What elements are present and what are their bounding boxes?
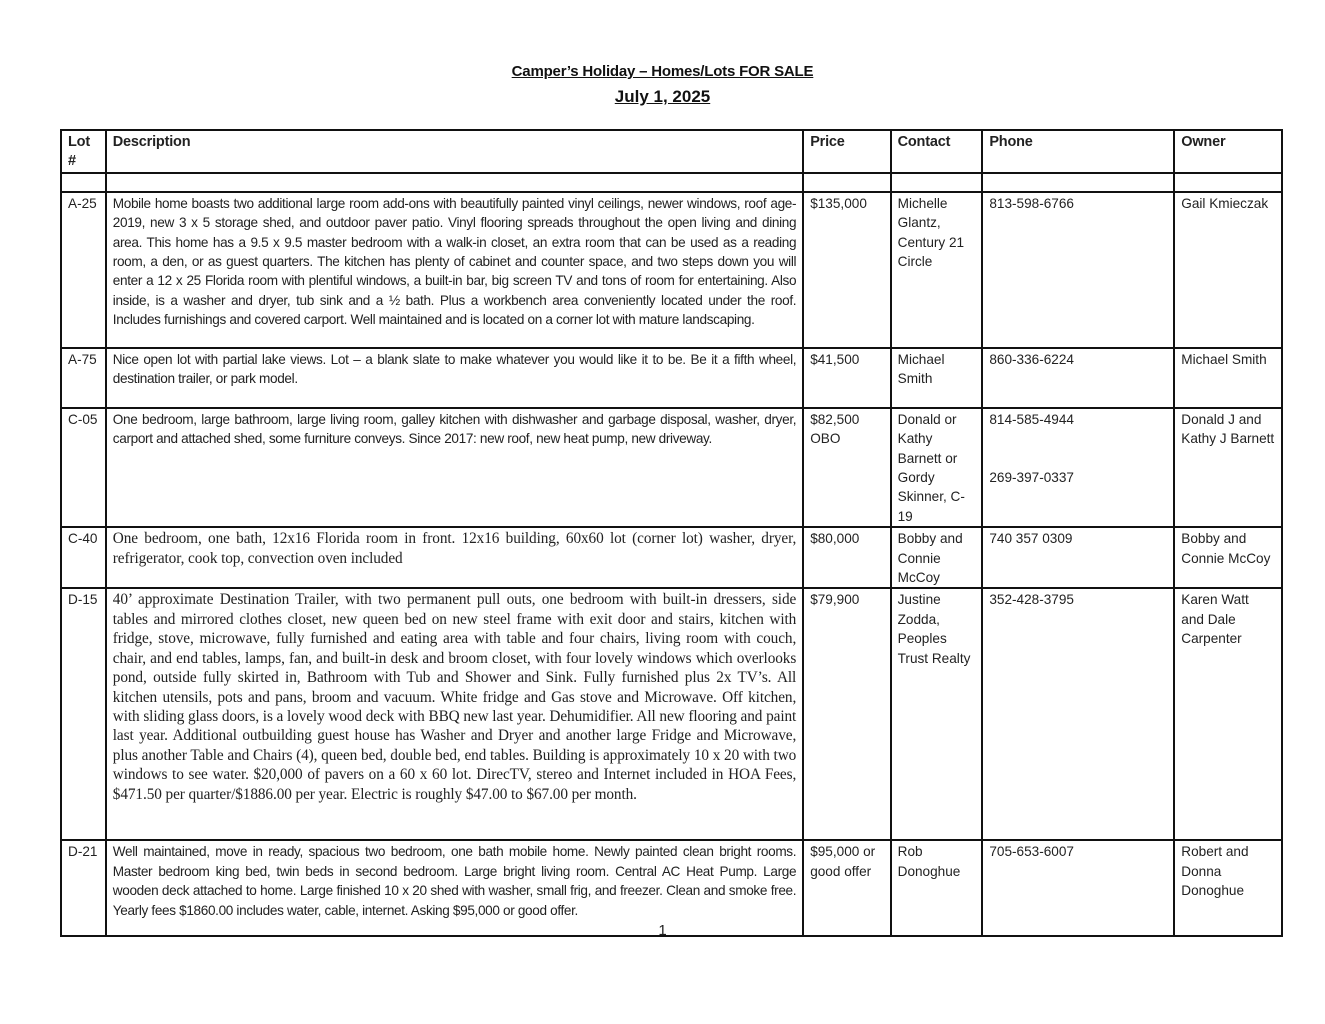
contact: Bobby and Connie McCoy — [891, 527, 983, 588]
phone-primary: 813-598-6766 — [989, 195, 1074, 211]
phone — [982, 588, 1174, 840]
contact: Michael Smith — [891, 348, 983, 408]
table-row — [61, 527, 1282, 588]
blank-cell — [982, 173, 1174, 192]
phone-primary: 814-585-4944 — [989, 411, 1074, 427]
description: One bedroom, large bathroom, large living room, galley kitchen with dishwasher and garbage disposal, washer, dryer, carport and attached shed, some furniture conveys. Since 2017: new roof, new heat pump, new driveway. — [106, 408, 803, 527]
price: $41,500 — [803, 348, 890, 408]
owner: Karen Watt and Dale Carpenter — [1174, 588, 1282, 840]
owner: Bobby and Connie McCoy — [1174, 527, 1282, 588]
description: One bedroom, one bath, 12x16 Florida room in front. 12x16 building, 60x60 lot (corner lot) washer, dryer, refrigerator, cook top, convection oven included — [106, 527, 803, 588]
document-date: July 1, 2025 — [614, 87, 711, 106]
lot-number: C-40 — [61, 527, 106, 588]
description: Nice open lot with partial lake views. Lot – a blank slate to make whatever you would like it to be. Be it a fifth wheel, destination trailer, or park model. — [106, 348, 803, 408]
phone-primary: 352-428-3795 — [989, 592, 1074, 608]
header-description: Description — [106, 130, 803, 173]
header-contact: Contact — [891, 130, 983, 173]
blank-cell — [891, 173, 983, 192]
price: $79,900 — [803, 588, 890, 840]
lot-number: A-75 — [61, 348, 106, 408]
phone-primary: 705-653-6007 — [989, 844, 1074, 860]
phone — [982, 527, 1174, 588]
blank-cell — [1174, 173, 1282, 192]
phone — [982, 192, 1174, 348]
blank-row — [61, 173, 1282, 192]
lot-number: D-21 — [61, 840, 106, 936]
contact: Michelle Glantz, Century 21 Circle — [891, 192, 983, 348]
price: $82,500 OBO — [803, 408, 890, 527]
description: 40’ approximate Destination Trailer, with two permanent pull outs, one bedroom with built-in dressers, side tables and mirrored clothes closet, new queen bed on new steel frame with exit door and stairs, kitchen with fridge, stove, microwave, fully furnished and eating area with table and four chairs, living room with couch, chair, and end tables, lamps, fan, and built-in desk and broom closet, with four lovely windows which overlooks pond, outside fully skirted in, Bathroom with Tub and Shower and Sink. Fully furnished plus 2x TV’s. All kitchen utensils, pots and pans, broom and vacuum. White fridge and Gas stove and Microwave. Off kitchen, with sliding glass doors, is a lovely wood deck with BBQ new last year. Dehumidifier. All new flooring and paint last year. Additional outbuilding guest house has Washer and Dryer and another large Fridge and Microwave, plus another Table and Chairs (4), queen bed, double bed, end tables. Building is approximately 10 x 20 with two windows to see water. $20,000 of pavers on a 60 x 60 lot. DirecTV, stereo and Internet included in HOA Fees, $471.50 per quarter/$1886.00 per year. Electric is roughly $47.00 to $67.00 per month. — [106, 588, 803, 840]
blank-cell — [106, 173, 803, 192]
blank-cell — [61, 173, 106, 192]
description: Well maintained, move in ready, spacious two bedroom, one bath mobile home. Newly painted clean bright rooms. Master bedroom king bed, twin beds in second bedroom. Large bright living room. Central AC Heat Pump. Large wooden deck attached to home. Large finished 10 x 20 shed with washer, small frig, and freezer. Clean and smoke free. Yearly fees $1860.00 includes water, cable, internet. Asking $95,000 or good offer. — [106, 840, 803, 936]
owner: Michael Smith — [1174, 348, 1282, 408]
listings-table — [60, 129, 1283, 937]
lot-number: C-05 — [61, 408, 106, 527]
header-phone: Phone — [982, 130, 1174, 173]
header-owner: Owner — [1174, 130, 1282, 173]
header-lot: Lot # — [61, 130, 106, 173]
contact: Justine Zodda, Peoples Trust Realty — [891, 588, 983, 840]
table-row — [61, 588, 1282, 840]
blank-cell — [803, 173, 890, 192]
contact: Rob Donoghue — [891, 840, 983, 936]
description: Mobile home boasts two additional large room add-ons with beautifully painted vinyl ceilings, newer windows, roof age-2019, new 3 x 5 storage shed, and outdoor paver patio. Vinyl flooring spreads throughout the open living and dining area. This home has a 9.5 x 9.5 master bedroom with a walk-in closet, an extra room that can be used as a reading room, a den, or as guest quarters. The kitchen has plenty of cabinet and counter space, and two steps down you will enter a 12 x 25 Florida room with plentiful windows, a built-in bar, big screen TV and tons of room for entertaining. Also inside, is a washer and dryer, tub sink and a ½ bath. Plus a workbench area conveniently located under the roof. Includes furnishings and covered carport. Well maintained and is located on a corner lot with mature landscaping. — [106, 192, 803, 348]
lot-number: D-15 — [61, 588, 106, 840]
phone — [982, 348, 1174, 408]
phone-primary: 740 357 0309 — [989, 531, 1073, 547]
contact: Donald or Kathy Barnett or Gordy Skinner, C-19 — [891, 408, 983, 527]
header-price: Price — [803, 130, 890, 173]
price: $80,000 — [803, 527, 890, 588]
phone-secondary: 269-397-0337 — [989, 470, 1074, 486]
page-number: 1 — [658, 922, 667, 939]
table-row — [61, 348, 1282, 408]
table-header-row — [61, 130, 1282, 173]
price: $135,000 — [803, 192, 890, 348]
owner: Donald J and Kathy J Barnett — [1174, 408, 1282, 527]
owner: Gail Kmieczak — [1174, 192, 1282, 348]
owner: Robert and Donna Donoghue — [1174, 840, 1282, 936]
document-title: Camper’s Holiday – Homes/Lots FOR SALE — [511, 63, 814, 80]
table-row — [61, 192, 1282, 348]
phone — [982, 408, 1174, 527]
lot-number: A-25 — [61, 192, 106, 348]
table-row — [61, 408, 1282, 527]
phone-primary: 860-336-6224 — [989, 351, 1074, 367]
price: $95,000 or good offer — [803, 840, 890, 936]
